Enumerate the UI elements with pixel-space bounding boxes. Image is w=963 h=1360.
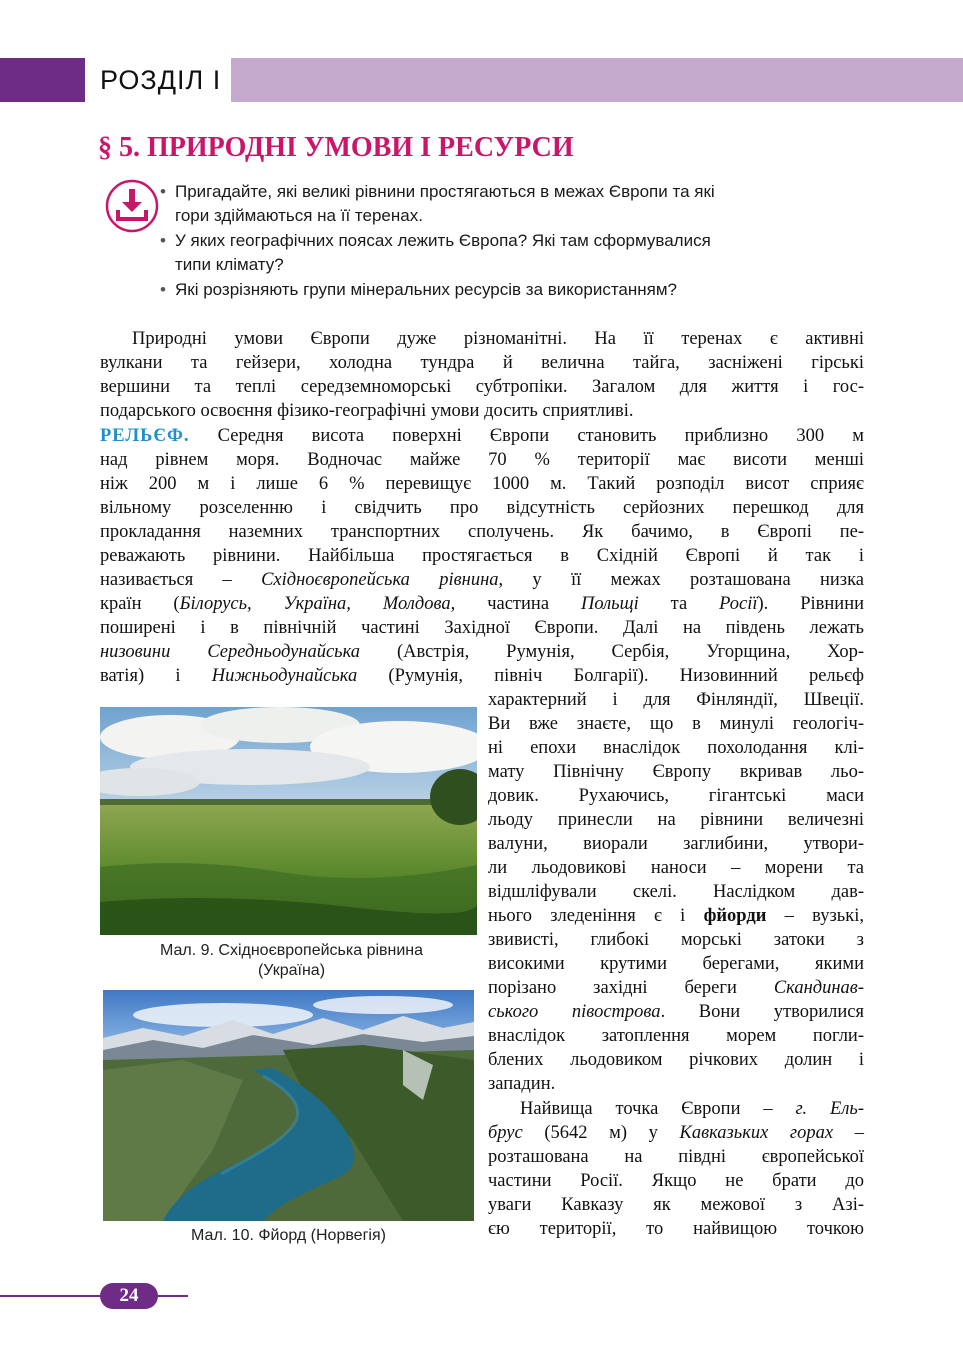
body-line: брус (5642 м) у Кавказьких горах – xyxy=(488,1123,865,1143)
question-item: • Пригадайте, які великі рівнини простягаються в межах Європи та які гори здіймаються на її теренах. xyxy=(158,180,858,228)
body-line: характерний і для Фінляндії, Швеції. xyxy=(488,690,864,710)
figure-9-caption: Мал. 9. Східноєвропейська рівнина (Україна) xyxy=(159,942,424,979)
body-line: мату Північну Європу вкривав льо- xyxy=(488,762,864,782)
download-tray-icon xyxy=(104,178,160,234)
figure-fjord-photo xyxy=(103,990,474,1221)
question-item: • У яких географічних поясах лежить Європа? Які там сформувалися типи клімату? xyxy=(158,229,858,277)
body-line: країн (Білорусь, Україна, Молдова, частина Польщі та Росії). Рівнини xyxy=(100,594,864,614)
body-line: ли льодовикові наноси – морени та xyxy=(488,858,864,878)
body-line: Природні умови Європи дуже різноманітні. На її теренах є активні xyxy=(132,329,864,349)
chapter-label: РОЗДІЛ I xyxy=(100,65,222,95)
body-line: вільному розселенню і свідчить про відсутність серйозних перешкод для xyxy=(100,498,864,518)
body-line: частини Росії. Якщо не брати до xyxy=(488,1171,864,1191)
body-line: валуни, виорали заглибини, утвори- xyxy=(488,834,864,854)
body-line: Ви вже знаєте, що в минулі геологіч- xyxy=(488,714,864,734)
page-number: 24 xyxy=(100,1283,158,1309)
body-line: подарського освоєння фізико-географічні умови досить сприятливі. xyxy=(100,401,634,421)
question-item: • Які розрізняють групи мінеральних ресурсів за використанням? xyxy=(158,278,858,302)
body-line: западин. xyxy=(488,1074,556,1094)
body-line: довик. Рухаючись, гігантські маси xyxy=(488,786,864,806)
body-line: уваги Кавказу як межової з Азі- xyxy=(488,1195,864,1215)
body-line: поширені і в північній частині Західної Європи. Далі на південь лежать xyxy=(100,618,864,638)
chapter-header-dark-bar xyxy=(0,58,85,102)
footer-rule-left xyxy=(0,1295,102,1297)
body-line: над рівнем моря. Водночас майже 70 % території має висоти менші xyxy=(100,450,864,470)
body-line: вулкани та гейзери, холодна тундра й велична тайга, засніжені гірські xyxy=(100,353,864,373)
body-line: льоду принесли на рівнини величезні xyxy=(488,810,864,830)
body-line: ватія) і Нижньодунайська (Румунія, північ Болгарії). Низовинний рельєф xyxy=(100,666,864,686)
figure-plain-photo xyxy=(100,707,477,935)
body-line: звивисті, глибокі морські затоки з xyxy=(488,930,864,950)
body-line: порізано західні береги Скандинав- xyxy=(488,978,864,998)
body-line: називається – Східноєвропейська рівнина, у її межах розташована низка xyxy=(100,570,864,590)
body-line: блених льодовиком річкових долин і xyxy=(488,1050,864,1070)
recall-questions-list xyxy=(158,180,858,303)
body-line: ніж 200 м і лише 6 % перевищує 1000 м. Такий розподіл висот сприяє xyxy=(100,474,864,494)
body-line: розташована на півдні європейської xyxy=(488,1147,864,1167)
body-line: відшліфували скелі. Наслідком дав- xyxy=(488,882,864,902)
body-line: Найвища точка Європи – г. Ель- xyxy=(520,1099,865,1119)
term-fjords: фйорди xyxy=(703,906,767,926)
body-line: ського півострова. Вони утворилися xyxy=(488,1002,864,1022)
relief-heading: РЕЛЬЄФ. xyxy=(100,426,190,446)
body-line: низовини Середньодунайська (Австрія, Румунія, Сербія, Угорщина, Хор- xyxy=(100,642,865,662)
body-line: високими крутими берегами, якими xyxy=(488,954,864,974)
body-line: ні епохи внаслідок похолодання клі- xyxy=(488,738,864,758)
body-line: РЕЛЬЄФ. Середня висота поверхні Європи становить приблизно 300 м xyxy=(100,426,865,446)
body-line: внаслідок затоплення морем погли- xyxy=(488,1026,864,1046)
body-line: нього зледеніння є і фйорди – вузькі, xyxy=(488,906,864,926)
body-line: єю території, то найвищою точкою xyxy=(488,1219,864,1239)
chapter-header-light-bar xyxy=(231,58,963,102)
body-line: прокладання наземних транспортних сполучень. Як бачимо, в Європі пе- xyxy=(100,522,864,542)
body-line: вершини та теплі середземноморські субтропіки. Загалом для життя і гос- xyxy=(100,377,864,397)
body-line: реважають рівнини. Найбільша простягається в Східній Європі й так і xyxy=(100,546,864,566)
figure-10-caption: Мал. 10. Фйорд (Норвегія) xyxy=(191,1227,386,1244)
footer-rule-right xyxy=(156,1295,188,1297)
section-title: § 5. ПРИРОДНІ УМОВИ І РЕСУРСИ xyxy=(98,132,574,163)
